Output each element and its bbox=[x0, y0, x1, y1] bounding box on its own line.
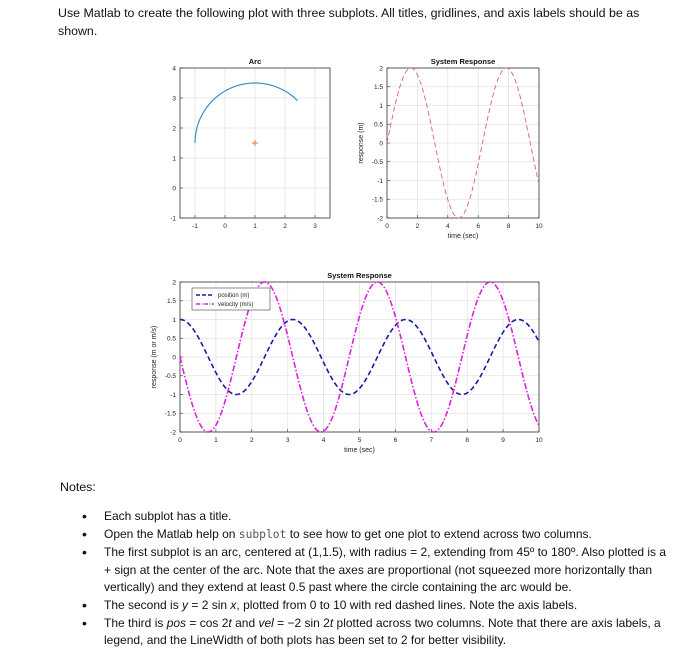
system-response-subplot bbox=[151, 271, 543, 454]
instructions-text: Use Matlab to create the following plot with three subplots. All titles, gridlines, and axis labels should be as shown. bbox=[58, 6, 640, 38]
notes-list bbox=[72, 508, 672, 651]
y-tick-label: 2 bbox=[172, 125, 176, 133]
x-tick-label: 5 bbox=[357, 437, 362, 444]
legend-position-label: position (m) bbox=[218, 293, 250, 300]
x-tick-label: 10 bbox=[535, 437, 543, 444]
note-item: • The first subplot is an arc, centered at (1,1.5), with radius = 2, extending from 45º to 180º. Also plotted is a + sign at the center of the arc. Note that the axes are proportional (not squeezed more horizontally than vertically) and they extend at least 0.5 past where the circle containing the arc would be. bbox=[72, 544, 672, 596]
legend-velocity-label: velocity (m/s) bbox=[218, 302, 254, 309]
y-tick-label: 0.5 bbox=[373, 121, 383, 129]
plot-title: System Response bbox=[430, 57, 496, 66]
x-tick-label: -1 bbox=[192, 223, 198, 230]
x-tick-label: 4 bbox=[445, 223, 450, 230]
y-tick-label: 3 bbox=[172, 95, 176, 103]
matlab-figure bbox=[140, 52, 560, 472]
x-axis-label: time (sec) bbox=[344, 447, 375, 454]
x-tick-label: 3 bbox=[313, 223, 317, 230]
y-tick-label: 2 bbox=[172, 279, 176, 287]
note-item: • Each subplot has a title. bbox=[72, 508, 672, 525]
x-tick-label: 9 bbox=[501, 437, 505, 444]
x-tick-label: 1 bbox=[253, 223, 257, 230]
sine-subplot bbox=[358, 57, 543, 240]
x-tick-label: 8 bbox=[506, 223, 511, 230]
note-item: • The third is pos = cos 2t and vel = −2 sin 2t plotted across two columns. Note that there are axis labels, a legend, and the LineWidth of both plots has been set to 2 for better visibility. bbox=[72, 615, 672, 649]
plot-title: System Response bbox=[327, 271, 392, 280]
y-tick-label: -1 bbox=[170, 215, 176, 223]
y-tick-label: -1 bbox=[377, 177, 383, 185]
x-axis-label: time (sec) bbox=[447, 233, 479, 240]
x-tick-label: 4 bbox=[321, 437, 326, 444]
arc-subplot bbox=[170, 57, 330, 230]
y-tick-label: 1 bbox=[172, 155, 176, 163]
y-tick-label: -0.5 bbox=[164, 373, 176, 381]
y-tick-label: 1 bbox=[379, 102, 383, 110]
x-tick-label: 3 bbox=[285, 437, 290, 444]
y-tick-label: 0.5 bbox=[166, 335, 176, 343]
x-tick-label: 2 bbox=[249, 437, 254, 444]
x-tick-label: 0 bbox=[178, 437, 182, 444]
y-tick-label: -2 bbox=[377, 215, 383, 223]
y-tick-label: 1.5 bbox=[166, 298, 176, 306]
x-tick-label: 2 bbox=[283, 223, 287, 230]
y-axis-label: response (m or m/s) bbox=[151, 325, 158, 389]
x-tick-label: 6 bbox=[476, 223, 481, 230]
y-tick-label: -0.5 bbox=[371, 159, 383, 167]
subplot-code: subplot bbox=[238, 528, 287, 542]
x-tick-label: 2 bbox=[415, 223, 420, 230]
x-tick-label: 1 bbox=[214, 437, 218, 444]
y-tick-label: -1 bbox=[170, 391, 176, 399]
x-tick-label: 6 bbox=[393, 437, 398, 444]
y-tick-label: 2 bbox=[379, 65, 383, 73]
y-tick-label: -1.5 bbox=[371, 196, 383, 204]
x-tick-label: 0 bbox=[385, 223, 389, 230]
notes-label: Notes: bbox=[60, 480, 96, 494]
note-item: • The second is y = 2 sin x, plotted from 0 to 10 with red dashed lines. Note the axis labels. bbox=[72, 597, 672, 614]
plot-title: Arc bbox=[248, 57, 262, 66]
x-tick-label: 10 bbox=[535, 223, 543, 230]
y-tick-label: 1 bbox=[172, 316, 176, 324]
y-tick-label: 0 bbox=[172, 354, 176, 362]
y-axis-label: response (m) bbox=[358, 122, 365, 164]
y-tick-label: 0 bbox=[172, 185, 176, 193]
y-tick-label: -1.5 bbox=[164, 410, 176, 418]
x-tick-label: 0 bbox=[223, 223, 227, 230]
y-tick-label: 1.5 bbox=[373, 84, 383, 92]
x-tick-label: 7 bbox=[429, 437, 434, 444]
x-tick-label: 8 bbox=[465, 437, 470, 444]
y-tick-label: -2 bbox=[170, 429, 176, 437]
y-tick-label: 0 bbox=[379, 140, 383, 148]
y-tick-label: 4 bbox=[172, 65, 176, 73]
note-item: • Open the Matlab help on subplot to see how to get one plot to extend across two columns. bbox=[72, 526, 672, 543]
